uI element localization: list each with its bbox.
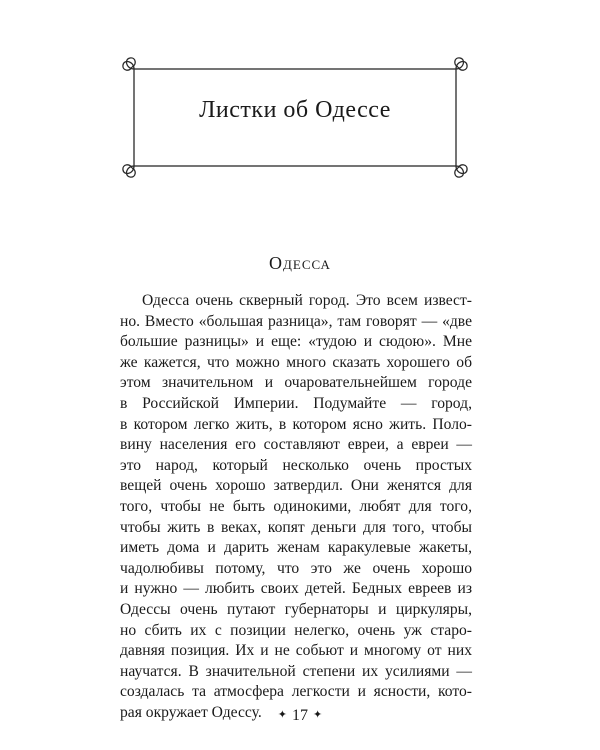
text-line: этом значительном и очаровательнейшем городе xyxy=(120,374,472,392)
text-line: Одесса очень скверный город. Это всем извест- xyxy=(142,292,472,309)
text-line: научатся. В значительной степени их усилиями — xyxy=(120,662,472,680)
text-line: но. Вместо «большая разница», там говорят — «две xyxy=(120,312,472,330)
body-paragraph xyxy=(120,291,472,723)
ornament-left-icon: ✦ xyxy=(277,709,287,721)
text-line: чтобы жить в веках, копят деньги для того, чтобы xyxy=(120,518,472,536)
text-line: это народ, который несколько очень простых xyxy=(120,456,472,474)
text-line: же кажется, что можно много сказать хорошего об xyxy=(120,353,472,371)
text-line: рая окружает Одессу. xyxy=(120,703,262,721)
section-heading: Одесса xyxy=(269,253,331,273)
text-line: того, чтобы не быть одинокими, любят для того, xyxy=(120,497,472,515)
text-line: большие разницы» и еще: «тудою и сюдою». Мне xyxy=(120,333,472,351)
page-number: 17 xyxy=(292,707,308,724)
text-line: в котором легко жить, в котором ясно жить. Поло- xyxy=(120,415,472,433)
text-line: создалась та атмосфера легкости и ясности, кото- xyxy=(120,683,472,701)
ornament-right-icon: ✦ xyxy=(313,709,323,721)
text-line: чадолюбивы потому, что это же очень хорошо xyxy=(120,559,472,577)
chapter-title-frame xyxy=(120,55,470,180)
text-line: вину населения его составляют евреи, а евреи — xyxy=(120,436,472,454)
chapter-title: Листки об Одессе xyxy=(199,97,391,123)
text-line: иметь дома и дарить женам каракулевые жакеты, xyxy=(120,539,472,557)
text-line: но сбить их с позиции нелегко, очень уж старо- xyxy=(120,621,472,639)
text-line: вещей очень хорошо затвердил. Они женятся для xyxy=(120,477,472,495)
text-line: в Российской Империи. Подумайте — город, xyxy=(120,394,472,412)
page-footer xyxy=(0,707,600,725)
text-line: давняя позиция. Их и не собьют и многому от них xyxy=(120,642,472,660)
text-line: Одессы очень путают губернаторы и циркуляры, xyxy=(120,600,472,618)
text-line: и нужно — любить своих детей. Бедных евреев из xyxy=(120,580,472,598)
